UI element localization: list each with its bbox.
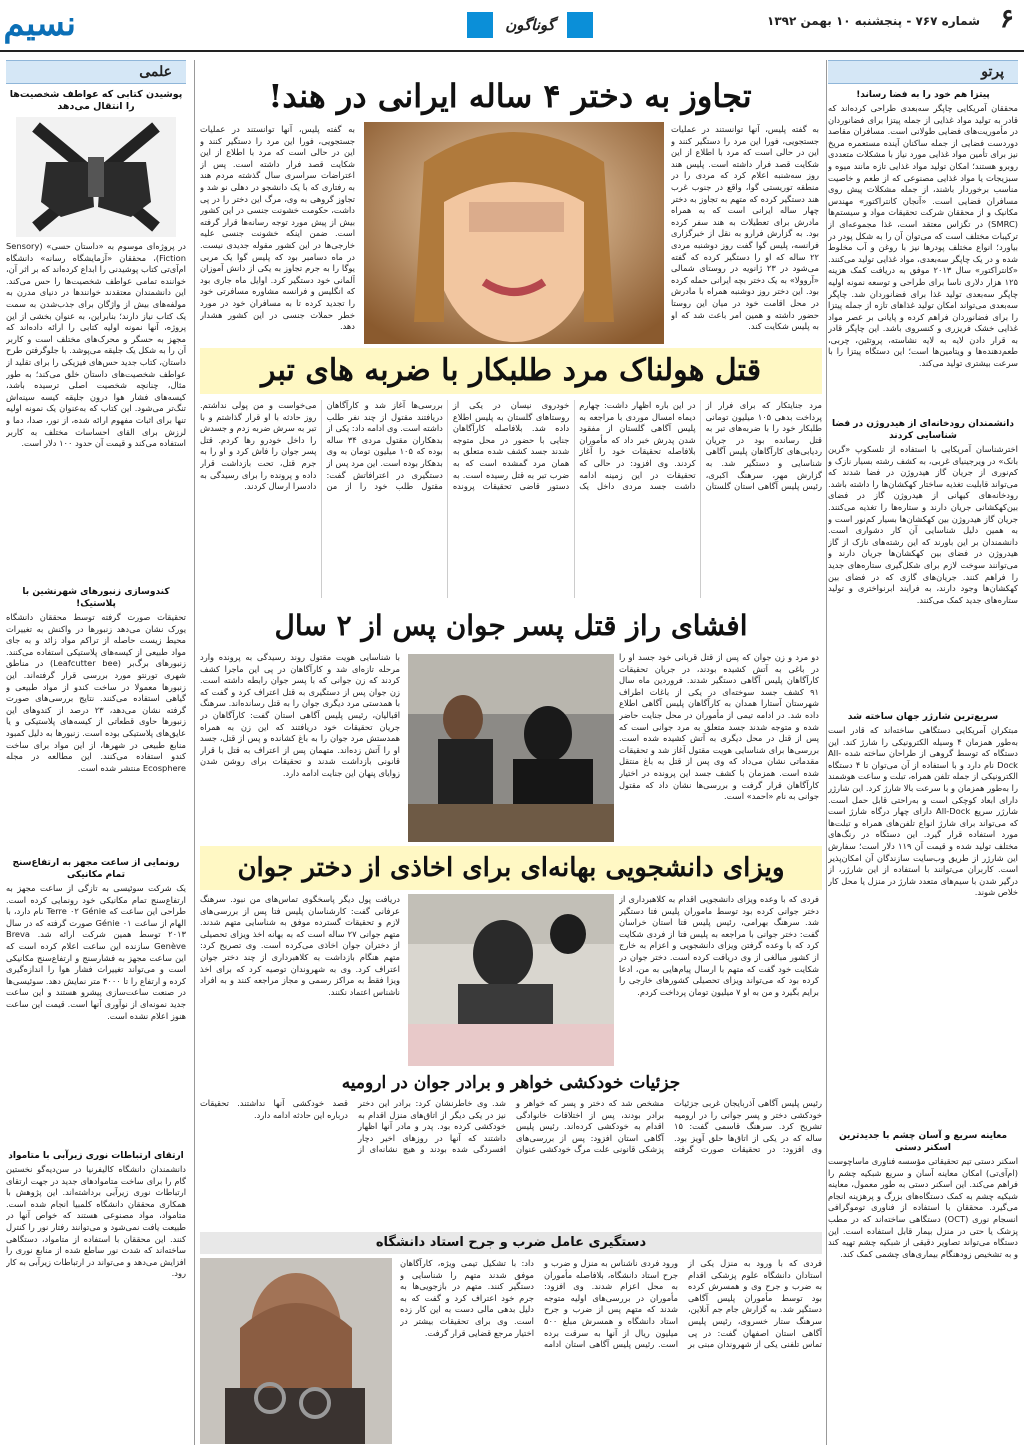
story3-right-text: دو مرد و زن جوان که پس از قتل قربانی خود جسد او را در باغی به آتش کشیده بودند، در جریان تحقیقات کارآگاهان پلیس آگاهی دستگیر شدند. فروردین ماه سال ۹۱ کشف جسد سوخته‌ای در یکی از باغات اطراف شهرستان آستارا همدان به کارآگاهان پلیس آگاهی اطلاع داده شد. در ادامه تیمی از مأموران در محل جنایت حاضر شده و متوجه شدند جسد متعلق به مرد جوانی است که پس از قتل در محل دیگری به آتش کشیده شده است. بررسی‌ها برای شناسایی هویت مقتول آغاز شد و تحقیقات مقدماتی نشان می‌داد که وی پس از قتل به باغ منتقل شده است. همزمان با کشف جسد این پرونده در اختیار کارآگاهان قرار گرفت و بررسی‌ها نشان داد که مقتول جوانی به نام «احمد» است. xyxy=(619,652,819,802)
left-item-title: کندوسازی زنبورهای شهرنشین با پلاستیک! xyxy=(22,587,170,609)
vest-book-icon xyxy=(16,117,176,237)
headline-professor-assault: دستگیری عامل ضرب و جرح استاد دانشگاه xyxy=(200,1232,822,1254)
left-column xyxy=(6,60,186,1445)
right-item-title: پیتزا هم خود را به فضا رساند! xyxy=(856,90,990,100)
arrested-man-photo xyxy=(408,894,614,1066)
left-item-body: تحقیقات صورت گرفته توسط محققان دانشگاه یورک نشان می‌دهد زنبورها در واکنش به تغییرات محیط زیست حاصله از تراکم مواد زائد و به جای مواد طبیعی از کیسه‌های پلاستیکی استفاده می‌کنند. زنبورهای برگ‌بر (Leafcutter bee) در مناطق شهری تورنتو مورد بررسی قرار گرفته‌اند. این زنبورها معمولا در ساخت کندو از مواد طبیعی و گیاهی استفاده می‌کنند. نتایج بررسی‌های صورت گرفته نشان می‌دهد، ۲۳ درصد از کندوهای این زنبورها حاوی قطعاتی از کیسه‌های پلاستیکی و یا عایق‌های پلاستیکی بوده است. زنبورها به دلیل کمبود منابع طبیعی در شهرها، از این مواد برای ساخت کندو استفاده می‌کنند. این مطالعه در مجله Ecosphere منتشر شده است. xyxy=(6,612,186,773)
masthead xyxy=(0,0,1024,52)
headline-murder-revealed: افشای راز قتل پسر جوان پس از ۲ سال xyxy=(274,609,748,642)
headline-urmia-suicide: جزئیات خودکشی خواهر و برادر جوان در ارومیه xyxy=(341,1073,681,1093)
story1-left-text: به گفته پلیس، آنها توانستند در عملیات جستجویی، فورا این مرد را دستگیر کنند و این در حالی است که مرد با اطلاع از این شکایت قصد فرار داشته است. پس از اعتراضات سراسری سال گذشته مردم هند به رفتاری که با یک دانشجو در دهلی نو شد و تجاوز گروهی به وی، مرگ این دختر را در پی داشت، حکومت خشونت جنسی در این کشور بیش از پیش مورد توجه رسانه‌ها قرار گرفته است. ضمن اینکه خشونت جنسی علیه خارجی‌ها در این کشور مقوله جدیدی نیست. در ماه دسامبر بود که پلیس گوا یک مربی یوگا را به جرم تجاوز به یکی از دانش آموزان آلمانی خود دستگیر کرد. اوایل ماه جاری بود که انگلیس و فرانسه مشاوره مسافرتی خود را تجدید کرده تا به مسافران خود در مورد خطر حملات جنسی در این کشور هشدار دهد. xyxy=(200,124,355,332)
left-item-body: یک شرکت سوئیسی به تازگی از ساعت مجهز به ارتفاع‌سنج تمام مکانیکی خود رونمایی کرده است. طراحی این ساعت که Terre ۰۲ Génie نام دارد، با الهام از ساعت Génie ۰۱ صورت گرفته که در سال ۲۰۱۳ توسط همین شرکت ارائه شد. Breva Genève سازنده این ساعت اعلام کرده است که این ساعت مجهز به فشارسنج و ارتفاع‌سنج مکانیکی است و می‌تواند تغییرات فشار هوا را اندازه‌گیری کرده و ارتفاع را تا ۴۰۰۰ متر نمایش دهد. سوئیسی‌ها در صنعت ساعت‌سازی پیشرو هستند و این ساعت جدید نمونه‌ای از نوآوری آنها است. قیمت این ساعت هنوز اعلام نشده است. xyxy=(6,883,186,1021)
masthead-rule xyxy=(0,50,1024,52)
girl-photo xyxy=(364,122,664,344)
right-item-title: دانشمندان رودخانه‌ای از هیدروژن در فضا شناسایی کردند xyxy=(832,419,1014,441)
left-column-divider xyxy=(194,60,195,1445)
right-item-body: اخترشناسان آمریکایی با استفاده از تلسکوپ «گرین بانک» در ویرجینیای غربی، به کشف رشته بسیار نازک و کم‌نوری از جریان گاز هیدروژن در فضا شدند که می‌تواند قابلیت تغذیه ساختار کهکشان‌ها را داشته باشد. رودخانه‌های کیهانی از هیدروژن گاز در فضای بین‌کهکشانی جریان دارند و ستاره‌ها را تغذیه می‌کنند. جریان گاز هیدروژن بین کهکشان‌ها بسیار کم‌نور است و به همین دلیل شناسایی آن کار دشواری است. دانشمندان بر این باورند که این رشته‌های نازک از گاز هیدروژن در فضای بین کهکشان‌ها جریان دارند و می‌توانند سوخت لازم برای شکل‌گیری ستاره‌های جدید را فراهم کنند. جریان‌های گازی که در فضای بین کهکشان‌ها وجود دارند، به فرایند ابرنواختری و تولید ستاره‌های جدید کمک می‌کنند. xyxy=(828,444,1018,605)
left-column-heading: علمی xyxy=(6,60,186,84)
right-item-title: سریع‌ترین شارژر جهان ساخته شد xyxy=(847,712,999,722)
right-item-body: مبتکران آمریکایی دستگاهی ساخته‌اند که قادر است به‌طور همزمان ۴ وسیله الکترونیکی را شارژ کند. این دستگاه که توسط گروهی از طراحان ساخته شده All-Dock نام دارد و با استفاده از آن می‌توان تا ۴ دستگاه الکترونیکی از جمله تلفن همراه، تبلت و ساعت هوشمند را به‌طور همزمان و با سرعت بالا شارژ کرد. این شارژر دارای ابعاد کوچکی است و به‌راحتی قابل حمل است. شارژر سریع All-Dock دارای چهار درگاه شارژ است که می‌تواند برای شارژ انواع تلفن‌های همراه و تبلت‌ها مورد استفاده قرار گیرد. این دستگاه در رنگ‌های مختلف تولید شده و قیمت آن ۱۱۹ دلار است؛ سفارش این شارژر از طریق وب‌سایت سازندگان آن امکان‌پذیر است. کاربران می‌توانند با استفاده از این شارژر، از درگیر شدن با سیم‌های متعدد شارژ در منزل یا محل کار خلاص شوند. xyxy=(828,725,1018,898)
right-column xyxy=(828,60,1018,1445)
page-number: ۶ xyxy=(1000,4,1014,34)
story3-left-text: با شناسایی هویت مقتول روند رسیدگی به پرونده وارد مرحله تازه‌ای شد و کارآگاهان در پی این ماجرا کشف کردند که زن جوانی که با پسر جوان رابطه داشته است. زن جوان پس از دستگیری به قتل اعتراف کرد و گفت که با همدستی مرد دیگری جوان را به قتل رسانده‌اند. سرهنگ اقبالیان، رئیس پلیس آگاهی استان گفت: کارآگاهان در جریان تحقیقات خود دریافتند که این زن به همراه همدستش مرد جوان را به باغ کشانده و پس از قتل، جسد او را آتش زده‌اند. متهمان پس از اعتراف به قتل با قرار قانونی بازداشت شدند و تحقیقات برای روشن شدن زوایای پنهان این جنایت ادامه دارد. xyxy=(200,652,400,778)
story4-left-text: دریافت پول دیگر پاسخگوی تماس‌های من نبود. سرهنگ عرفانی گفت: کارشناسان پلیس فتا پس از بررسی‌های لازم و تحقیقات گسترده موفق به شناسایی متهم شدند. متهم جوانی ۲۷ ساله است که به بهانه اخذ ویزای تحصیلی از دختران جوان اخاذی می‌کرده است. وی تصریح کرد: متهم هنگام بازداشت به کلاهبرداری از چند دختر جوان اعتراف کرد. وی به شهروندان توصیه کرد که برای اخذ ویزا فقط به مراکز رسمی و مجاز مراجعه کنند و به افراد ناشناس اعتماد نکنند. xyxy=(200,894,400,997)
newspaper-logo: نسیم xyxy=(3,4,76,44)
left-item-body: در پروژه‌ای موسوم به «داستان حسی» (Sensory Fiction)، محققان «آزمایشگاه رسانه» دانشگاه ام‌آی‌تی کتاب پوشیدنی را ابداع کرده‌اند که بر اثر آن، خواننده تمامی عواطف شخصیت‌ها را حس می‌کند. این دانشمندان معتقدند خوانندها در دنیای مدرن به مولفه‌های بیش از واژگان برای جذب‌شدن به سمت یک کتاب نیاز دارند؛ بنابراین، به عنوان بخشی از این پروژه، آنها نمونه اولیه کتابی را ارائه داده‌اند که مجهز به حسگر و محرک‌های مختلف است و کاربر آن را به شکل یک جلیقه می‌پوشد. با جلوگرفتن طرح داستان، کتاب جدید حس‌های فیزیکی را برای تقلید از عواطف شخصیت‌های داستان خلق می‌کند؛ به طور مثال، چنانچه شخصیت اصلی ترسیده باشد، کیسه‌های فشار هوا درون جلیقه کیسه سینه‌اش تنگ‌تر می‌شود. این کتاب که به‌عنوان یک نمونه اولیه تنها برای اثبات مفهوم ارائه شده، از نور، صدا، دما و لرزش برای القای احساسات مختلف به کاربر استفاده می‌کند و قیمت آن حدود ۱۰۰ دلار است. xyxy=(6,241,186,449)
story6-text: فردی که با ورود به منزل یکی از استادان دانشگاه علوم پزشکی اقدام به ضرب و جرح وی و همسرش کرده بود توسط مأموران پلیس آگاهی دستگیر شد. به گزارش جام جم آنلاین، سرهنگ ستار خسروی، رئیس پلیس آگاهی استان اصفهان گفت: در پی تماس تلفنی یکی از شهروندان مبنی بر ورود فردی ناشناس به منزل و ضرب و جرح استاد دانشگاه، بلافاصله مأموران به محل اعزام شدند. وی افزود: مأموران در بررسی‌های اولیه متوجه شدند که متهم پس از ضرب و جرح استاد دانشگاه و همسرش مبلغ ۵۰۰ میلیون ریال از آنها به سرقت برده است. رئیس پلیس آگاهی استان ادامه داد: با تشکیل تیمی ویژه، کارآگاهان موفق شدند متهم را شناسایی و دستگیر کنند. متهم در بازجویی‌ها به جرم خود اعتراف کرد و گفت که به دلیل بدهی مالی دست به این کار زده است. وی برای تحقیقات بیشتر در اختیار مرجع قضایی قرار گرفت. xyxy=(400,1258,822,1350)
right-column-heading: پرتو xyxy=(828,60,1018,84)
section-title: گوناگون xyxy=(505,16,555,34)
headline-axe-murder: قتل هولناک مرد طلبکار با ضربه های تبر xyxy=(200,348,822,394)
arrested-man-icon xyxy=(408,894,614,1066)
left-item-title: رونمایی از ساعت مجهز به ارتفاع‌سنج تمام مکانیکی xyxy=(12,858,180,880)
headline-india-assault: تجاوز به دختر ۴ ساله ایرانی در هند! xyxy=(268,77,752,115)
right-column-divider xyxy=(826,60,827,1445)
ornament-right-icon xyxy=(467,12,493,38)
section-ornament xyxy=(440,10,620,40)
wearable-book-photo xyxy=(16,117,176,237)
left-item-body: دانشمندان دانشگاه کالیفرنیا در سن‌دیه‌گو نخستین گام را برای ساخت متاموادهای جدید در جهت ارتقای ارتباطات نوری زیرآبی برداشته‌اند. این پژوهش با همکاری محققان دانشگاه کلمبیا انجام شده است. متامواد، مواد مصنوعی هستند که خواص آنها در طبیعت یافت نمی‌شود و می‌توانند رفتار نور را کنترل کنند. این محققان با استفاده از متامواد، دستگاهی ساخته‌اند که شدت نور ساطع شده از منابع نوری را افزایش می‌دهد و می‌تواند در ارتباطات زیرآبی به کار رود. xyxy=(6,1164,186,1279)
story1-right-text: به گفته پلیس، آنها توانستند در عملیات جستجویی، فورا این مرد را دستگیر کنند و این در حالی است که مرد با اطلاع از این شکایت قصد فرار داشته است. پلیس هند روز سه‌شنبه اعلام کرد که مردی را در منطقه توریستی گوا، واقع در جنوب غرب هند دستگیر کرده که متهم به تجاوز به دختر چهار ساله ایرانی است که به همراه مادرش برای تعطیلات به هند سفر کرده بود. به گزارش فرارو به نقل از خبرگزاری فرانسه، پلیس گوا گفت روز دوشنبه مردی ۲۲ ساله که او را دستگیر کرده که گفته می‌شود در ۲۳ ژانویه در روستای شمالی «آروولا» به یک دختر بچه ایرانی حمله کرده بود. این دختر روز دوشنبه همراه با مادرش در محل اقامت خود در میان این روستا حضور داشته و همین امر باعث شد که او به پلیس شکایت کند. xyxy=(671,124,819,332)
story5-text: رئیس پلیس آگاهی آذربایجان غربی جزئیات خودکشی دختر و پسر جوانی را در ارومیه تشریح کرد. سرهنگ قاسمی گفت: ۱۵ ساله که در یکی از اتاق‌ها حلق آویز بود. وی افزود: در تحقیقات صورت گرفته مشخص شد که دختر و پسر که خواهر و برادر بودند، پس از اختلافات خانوادگی اقدام به خودکشی کرده‌اند. رئیس پلیس آگاهی استان افزود: پس از بررسی‌های پزشکی قانونی علت مرگ خودکشی عنوان شد. وی خاطرنشان کرد: برادر این دختر نیز در یکی دیگر از اتاق‌های منزل اقدام به خودکشی کرده بود. پدر و مادر آنها اظهار داشتند که آنها در روزهای اخیر دچار افسردگی شده بودند و هیچ نشانه‌ای از قصد خودکشی آنها نداشتند. تحقیقات درباره این حادثه ادامه دارد. xyxy=(200,1098,822,1155)
handcuffed-man-photo xyxy=(200,1258,392,1444)
right-item-body: محققان آمریکایی چاپگر سه‌بعدی طراحی کرده‌اند که قادر به تولید مواد غذایی از جمله پیتزا برای فضانوردان در مأموریت‌های فضایی طولانی است. مسافران مقاصد دوردست فضایی از جمله ساکنان آینده مستعمره مریخ نیز برای تأمین مواد غذایی مورد نیاز با مشکلات متعددی روبرو هستند؛ امکان تولید مواد غذایی تازه مانند میوه و سبزیجات یا مواد غذایی مصنوعی که از طعم و خاصیت مناسب برخوردار باشند، از جمله مشکلات پیش روی مسافران فضایی است. «آنجان کانتراکتور» مهندس مکانیک و از محققان شرکت تحقیقات مواد و سیستم‌ها (SMRC) در تگزاس معتقد است، غذا مجموعه‌ای از ترکیبات مختلف است که می‌توان آن را به شکل پودر در بیاورد؛ انواع مختلف پودرها نیز با روغن و آب مخلوط شده و در یک چاپگر سه‌بعدی، مواد غذایی تولید می‌کنند. «کانتراکتور» سال ۲۰۱۳ موفق به دریافت کمک هزینه ۱۲۵ هزار دلاری ناسا برای طراحی و توسعه نمونه اولیه چاپگر سه‌بعدی تولید غذا برای فضانوردان شد. چاپگر سه‌بعدی می‌تواند امکان تولید غذاهای تازه از جمله پیتزا را برای فضانوردان فراهم کرده و پایانی بر عصر مواد غذایی خشک فریزری و کنسروی باشد. این چاپگر قادر به قرار دادن لایه به لایه نشاسته، پروتئین، چربی، طعم‌دهنده‌ها و ویتامین‌ها است؛ این دستگاه پیتزا را با سرعت بیشتری تولید می‌کند. xyxy=(828,103,1018,369)
left-item-title: پوشیدن کتابی که عواطف شخصیت‌ها را انتقال می‌دهد xyxy=(9,89,183,112)
handcuffed-man-icon xyxy=(200,1258,392,1444)
suspects-photo xyxy=(408,654,614,842)
ornament-left-icon xyxy=(567,12,593,38)
story2-text: مرد جنایتکار که برای فرار از پرداخت بدهی ۱۰۵ میلیون تومانی طلبکار خود را با ضربه‌های تبر به قتل رسانده بود در جریان ردیابی‌های کارآگاهان پلیس آگاهی شناسایی و دستگیر شد. به گزارش مهر، سرهنگ اکبری، رئیس پلیس آگاهی استان گلستان در این باره اظهار داشت: چهارم دیماه امسال موردی با مراجعه به پلیس آگاهی گلستان از مفقود شدن پدرش خبر داد که مأموران بلافاصله تحقیقات خود را آغاز کردند. وی افزود: در حالی که تحقیقات در این زمینه ادامه داشت جسد مردی داخل یک خودروی نیسان در یکی از روستاهای گلستان به پلیس اطلاع داده شد. بلافاصله کارآگاهان جنایی با حضور در محل متوجه شدند جسد کشف شده متعلق به همان مرد گمشده است که به ضرب تبر به قتل رسیده است. به دستور قاضی تحقیقات پرونده بررسی‌ها آغاز شد و کارآگاهان دریافتند مقتول از چند نفر طلب داشته است. وی ادامه داد: یکی از بدهکاران مقتول مردی ۳۴ ساله بوده که ۱۰۵ میلیون تومان به وی بدهکار بوده است. این مرد پس از دستگیری در اعترافاتش گفت: مقتول طلب خود را از من می‌خواست و من پولی نداشتم. روز حادثه با او قرار گذاشتم و با تبر به سرش ضربه زدم و جسدش را داخل خودرو رها کردم. قتل پسر جوان را فاش کرد و او را به جرم قتل، تحت بازداشت قرار داده و پرونده را برای رسیدگی به دادسرا ارسال کردند. xyxy=(200,400,822,492)
suspects-icon xyxy=(408,654,614,842)
story4-right-text: فردی که با وعده ویزای دانشجویی اقدام به کلاهبرداری از دختر جوانی کرده بود توسط ماموران پلیس فتا دستگیر شد. سرهنگ بهرامی، رئیس پلیس فتا استان خراسان گفت: دختر جوانی با مراجعه به پلیس فتا از فردی شکایت کرد که با وعده گرفتن ویزای دانشجویی و اعزام به خارج از کشور مبالغی از وی دریافت کرده است. دختر جوان در شکایت خود گفت که متهم با ارسال پیام‌هایی به من، ادعا کرده بود که می‌تواند ویزای تحصیلی کشورهای خارجی را برایم بگیرد و من به او ۷ میلیون تومان پرداخت کردم. xyxy=(619,894,819,997)
headline-student-visa: ویزای دانشجویی بهانه‌ای برای اخاذی از دختر جوان xyxy=(200,846,822,890)
left-item-title: ارتقای ارتباطات نوری زیرآبی با متامواد xyxy=(8,1151,184,1161)
right-item-body: اسکنر دستی تیم تحقیقاتی مؤسسه فناوری ماساچوست (ام‌آی‌تی) امکان معاینه آسان و سریع شبکیه چشم را فراهم می‌کند. این اسکنر دستی به طور معمول، معاینه شبکیه چشم به کمک دستگاه‌های بزرگ و پرهزینه انجام می‌گیرد. محققان با استفاده از فناوری توموگرافی انسجام نوری (OCT) دستگاهی ساخته‌اند که در مطب پزشک یا حتی در منزل بیمار قابل استفاده است. این دستگاه می‌تواند تصاویر دقیقی از شبکیه چشم تهیه کند و به تشخیص زودهنگام بیماری‌های چشمی کمک کند. xyxy=(828,1156,1018,1259)
girl-portrait-icon xyxy=(364,122,664,344)
right-item-title: معاینه سریع و آسان چشم با جدیدترین اسکنر دستی xyxy=(838,1131,1008,1153)
issue-line: شماره ۷۶۷ - پنجشنبه ۱۰ بهمن ۱۳۹۲ xyxy=(767,14,980,28)
